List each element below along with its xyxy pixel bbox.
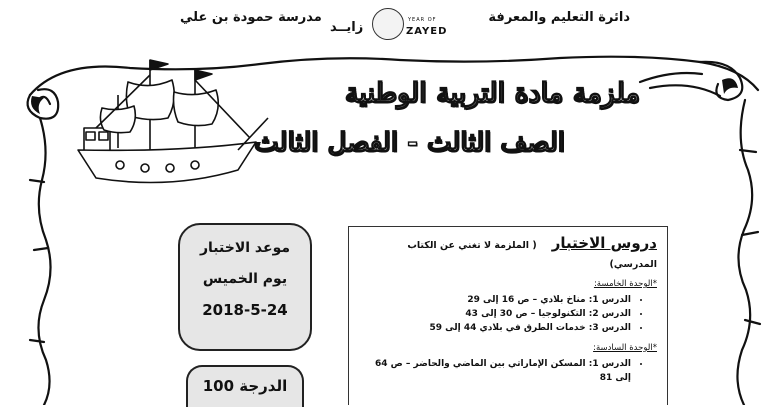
list-item: • الدرس 1: مناخ بلادي – ص 16 إلى 29 xyxy=(359,293,631,307)
logo-english-text: ZAYED xyxy=(406,26,448,37)
unit-6-list xyxy=(359,357,657,385)
list-item: • الدرس 2: التكنولوجيا – ص 30 إلى 43 xyxy=(359,307,631,321)
list-item: • الدرس 3: خدمات الطرق في بلادي 44 إلى 59 xyxy=(359,321,631,335)
main-title: ملزمة مادة التربية الوطنية xyxy=(344,78,640,109)
unit-5-heading: *الوحدة الخامسة: xyxy=(593,279,657,289)
exam-date: 2018-5-24 xyxy=(202,301,288,319)
grade-label: الدرجة 100 xyxy=(202,377,288,395)
lessons-box xyxy=(348,226,668,405)
grade-box xyxy=(186,365,304,407)
ministry-name: دائرة التعليم والمعرفة xyxy=(488,10,630,25)
unit-5-list xyxy=(359,293,657,335)
sub-title: الصف الثالث - الفصل الثالث xyxy=(254,128,565,158)
exam-day: يوم الخميس xyxy=(202,271,288,287)
logo-small-text: YEAR OF xyxy=(408,17,437,23)
lessons-header xyxy=(359,233,657,271)
exam-date-box xyxy=(178,223,312,351)
unit-6-heading: *الوحدة السادسة: xyxy=(593,343,657,353)
logo-arabic-text: زايــد xyxy=(330,20,364,35)
lessons-title: دروس الاختبار xyxy=(551,234,657,252)
list-item: • الدرس 1: المسكن الإماراتي بين الماضي والحاضر – ص 64 إلى 81 xyxy=(359,357,631,385)
lessons-note: ( الملزمة لا تغني عن الكتاب المدرسي) xyxy=(407,240,657,270)
school-name: مدرسة حمودة بن علي xyxy=(180,10,322,25)
ship-illustration xyxy=(78,60,268,183)
exam-date-label: موعد الاختبار xyxy=(199,240,291,256)
